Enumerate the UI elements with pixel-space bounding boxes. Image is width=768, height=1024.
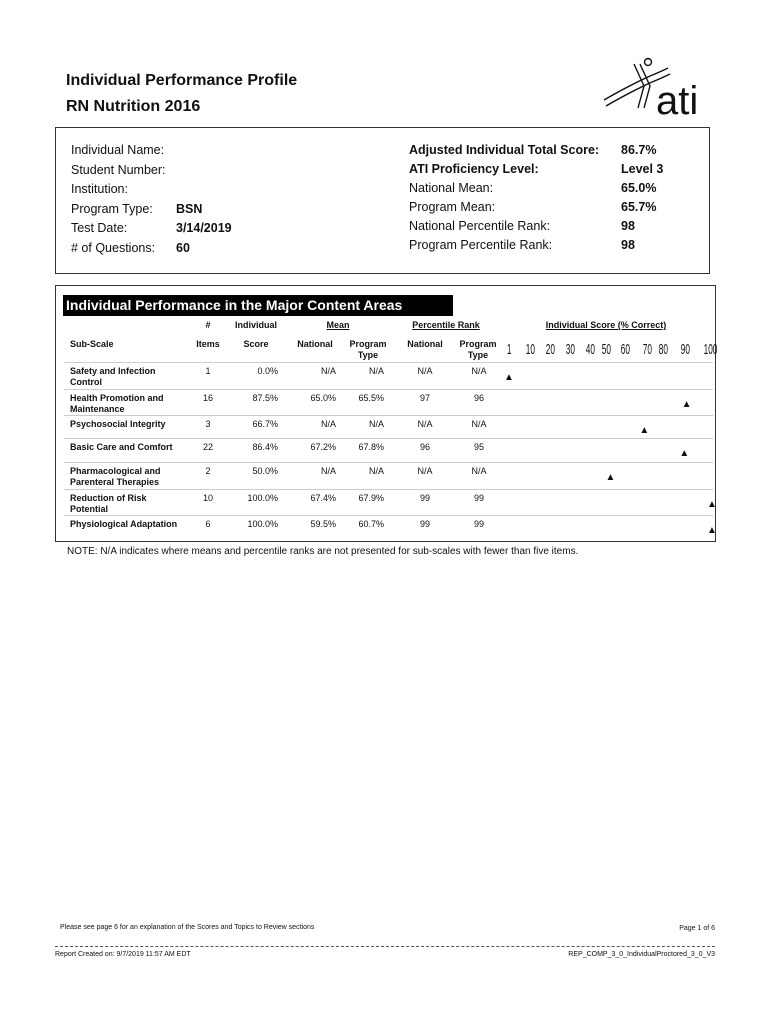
score-cell: 50.0% (252, 466, 278, 476)
mean-national-cell: 67.4% (310, 493, 336, 503)
info-value: 60 (176, 240, 190, 255)
table-row (56, 366, 715, 390)
score-marker: ▲ (707, 499, 717, 510)
report-title-block (66, 68, 297, 120)
mean-national-cell: 65.0% (310, 393, 336, 403)
items-cell: 2 (205, 466, 211, 476)
sub-scale-name: Reduction of Risk Potential (70, 493, 147, 514)
info-label: ATI Proficiency Level: (409, 162, 539, 176)
scale-tick-label: 80 (658, 341, 668, 358)
scale-tick-label: 70 (642, 341, 652, 358)
score-cell: 0.0% (257, 366, 278, 376)
mean-program-cell: N/A (368, 466, 384, 476)
footer-explanation: Please see page 6 for an explanation of the Scores and Topics to Review sections (60, 924, 315, 931)
pr-national-cell: 99 (419, 493, 430, 503)
score-marker: ▲ (504, 372, 514, 383)
scale-tick-label: 30 (565, 341, 575, 358)
report-code: REP_COMP_3_0_IndividualProctored_3_0_V3 (568, 951, 715, 958)
info-value: 98 (621, 219, 635, 233)
mean-program-cell: 67.9% (358, 493, 384, 503)
info-label: Program Type: (71, 201, 153, 216)
content-areas-heading: Individual Performance in the Major Content Areas (63, 295, 453, 316)
score-cell: 100.0% (247, 519, 278, 529)
pr-program-cell: 96 (473, 393, 484, 403)
score-cell: 100.0% (247, 493, 278, 503)
scale-tick-label: 60 (620, 341, 630, 358)
table-row (56, 419, 715, 443)
score-marker: ▲ (679, 448, 690, 459)
info-label: National Percentile Rank: (409, 219, 551, 233)
mean-national-cell: N/A (320, 366, 336, 376)
sub-scale-header: Sub-Scale (70, 339, 114, 349)
score-cell: 86.4% (252, 442, 278, 452)
items-cell: 16 (202, 393, 213, 403)
mean-program-cell: 60.7% (358, 519, 384, 529)
info-label: Individual Name: (71, 143, 165, 157)
scale-tick-label: 20 (545, 341, 555, 358)
info-value: BSN (176, 201, 203, 216)
info-value: 65.7% (621, 200, 657, 214)
sub-scale-name: Physiological Adaptation (70, 519, 178, 529)
row-divider (64, 415, 713, 416)
report-subtitle: RN Nutrition 2016 (66, 98, 201, 115)
row-divider (64, 515, 713, 516)
info-label: National Mean: (409, 181, 494, 195)
score-cell: 66.7% (252, 419, 278, 429)
ati-logo-graphic (598, 56, 708, 120)
info-value: Level 3 (621, 162, 664, 176)
scale-tick-label: 1 (506, 341, 512, 358)
sub-scale-name: Safety and Infection Control (70, 366, 156, 387)
scale-tick-label: 40 (585, 341, 595, 358)
items-cell: 22 (202, 442, 213, 452)
info-label: Program Percentile Rank: (409, 238, 553, 252)
pr-national-cell: 97 (419, 393, 430, 403)
pr-program-cell: N/A (471, 466, 487, 476)
pr-national-cell: N/A (417, 366, 433, 376)
mean-program-cell: N/A (368, 366, 384, 376)
row-divider (64, 489, 713, 490)
hash-header: # (205, 320, 211, 330)
mean-program-type-header: Program Type (349, 339, 387, 360)
info-label: # of Questions: (71, 240, 156, 255)
pr-program-cell: 95 (473, 442, 484, 452)
pr-national-cell: 99 (419, 519, 430, 529)
table-row (56, 519, 715, 543)
sub-scale-name: Health Promotion and Maintenance (70, 393, 164, 414)
pr-program-type-header: Program Type (459, 339, 497, 360)
items-cell: 1 (205, 366, 211, 376)
mean-program-cell: 67.8% (358, 442, 384, 452)
info-value: 98 (621, 238, 635, 252)
score-cell: 87.5% (252, 393, 278, 403)
individual-score-header: Individual Score (% Correct) (545, 320, 667, 330)
pr-program-cell: 99 (473, 493, 484, 503)
table-row (56, 493, 715, 517)
percentile-rank-header: Percentile Rank (412, 320, 480, 330)
scale-tick-label: 100 (703, 341, 718, 358)
items-cell: 6 (205, 519, 211, 529)
row-divider (64, 462, 713, 463)
items-cell: 10 (202, 493, 213, 503)
na-note: NOTE: N/A indicates where means and percentile ranks are not presented for sub-scales with fewer than five items. (67, 546, 579, 557)
mean-national-cell: 67.2% (310, 442, 336, 452)
sub-scale-name: Psychosocial Integrity (70, 419, 166, 429)
scale-tick-label: 90 (680, 341, 690, 358)
scale-tick-label: 50 (601, 341, 611, 358)
info-label: Student Number: (71, 162, 166, 177)
content-areas-table (55, 285, 716, 542)
row-divider (64, 389, 713, 390)
mean-national-cell: N/A (320, 466, 336, 476)
row-divider (64, 362, 713, 363)
info-value: 65.0% (621, 181, 657, 195)
report-created: Report Created on: 9/7/2019 11:57 AM EDT (55, 951, 191, 958)
mean-program-cell: N/A (368, 419, 384, 429)
info-label: Institution: (71, 182, 128, 196)
mean-program-cell: 65.5% (358, 393, 384, 403)
info-value: 86.7% (621, 143, 657, 157)
pr-national-cell: N/A (417, 419, 433, 429)
pr-program-cell: N/A (471, 419, 487, 429)
score-marker: ▲ (681, 399, 692, 410)
mean-national-header: National (297, 339, 333, 349)
score-marker: ▲ (605, 472, 616, 483)
sub-scale-name: Basic Care and Comfort (70, 442, 173, 452)
footer-divider (55, 946, 715, 947)
report-title: Individual Performance Profile (66, 72, 298, 89)
mean-national-cell: 59.5% (310, 519, 336, 529)
mean-national-cell: N/A (320, 419, 336, 429)
page-number: Page 1 of 6 (679, 925, 715, 932)
pr-program-cell: 99 (473, 519, 484, 529)
row-divider (64, 438, 713, 439)
individual-header: Individual (234, 320, 277, 330)
score-marker: ▲ (639, 425, 650, 436)
info-label: Adjusted Individual Total Score: (409, 143, 600, 157)
ati-logo (598, 56, 708, 120)
svg-text:ati: ati (656, 79, 699, 120)
pr-program-cell: N/A (471, 366, 487, 376)
mean-header: Mean (326, 320, 350, 330)
score-marker: ▲ (707, 525, 717, 536)
table-row (56, 393, 715, 417)
pr-national-header: National (407, 339, 443, 349)
table-row (56, 466, 715, 490)
items-cell: 3 (205, 419, 211, 429)
info-label: Program Mean: (409, 200, 496, 214)
pr-national-cell: N/A (417, 466, 433, 476)
pr-national-cell: 96 (419, 442, 430, 452)
score-header: Score (243, 339, 269, 349)
student-info-box (55, 127, 710, 274)
info-value: 3/14/2019 (176, 221, 232, 235)
items-header: Items (196, 339, 220, 349)
info-label: Test Date: (71, 221, 128, 235)
sub-scale-name: Pharmacological and Parenteral Therapies (70, 466, 161, 487)
scale-tick-label: 10 (525, 341, 535, 358)
